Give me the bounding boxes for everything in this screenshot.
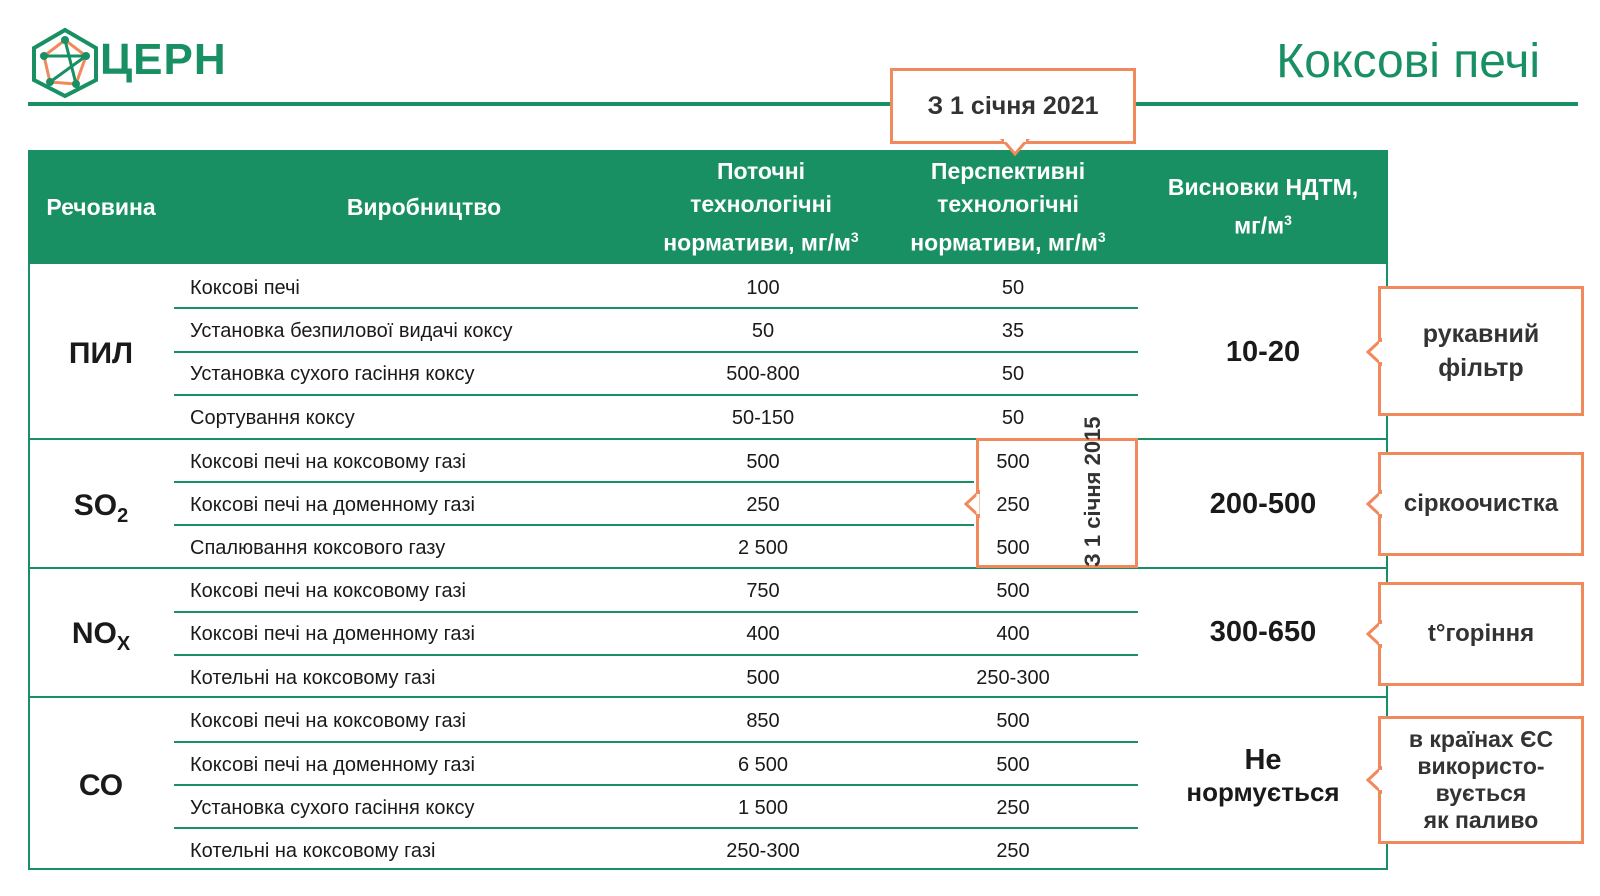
substance-nox: $NO_X$ (71, 617, 131, 655)
logo-icon (28, 26, 102, 100)
perspective-value: 250 (996, 840, 1030, 862)
side-note-nox-pointer (1366, 620, 1382, 648)
substance-dust: ПИЛ (68, 337, 134, 370)
header-divider (28, 102, 1578, 106)
table-row: Котельні на коксовому газі (190, 840, 436, 862)
callout-2021: З 1 січня 2021 (890, 68, 1136, 144)
perspective-value: 250-300 (976, 667, 1050, 689)
table-row: Коксові печі на коксовому газі (190, 580, 466, 602)
current-value: 50 (751, 320, 775, 342)
perspective-value: 250 (996, 797, 1030, 819)
current-value: 250 (746, 494, 780, 516)
current-value: 500-800 (726, 363, 800, 385)
row-divider (174, 307, 1138, 309)
conclusion-dust: 10-20 (1225, 336, 1301, 368)
header-perspective: Перспективні технологічні нормативи, $мг/м^3$ (910, 157, 1106, 256)
table-row: Коксові печі на коксовому газі (190, 451, 466, 473)
perspective-value: 500 (996, 754, 1030, 776)
row-divider (174, 481, 974, 483)
current-value: 750 (746, 580, 780, 602)
brand-name: ЦЕРН (100, 35, 227, 84)
row-divider (174, 351, 1138, 353)
perspective-value: 500 (996, 710, 1030, 732)
row-divider (174, 741, 1138, 743)
table-row: Коксові печі на доменному газі (190, 494, 475, 516)
header-production: Виробництво (346, 193, 502, 220)
table-row: Сортування коксу (190, 407, 355, 429)
page-title: Коксові печі (1276, 35, 1540, 88)
current-value: 250-300 (726, 840, 800, 862)
perspective-value: 35 (1001, 320, 1025, 342)
side-note-co-pointer (1366, 766, 1382, 794)
side-note-nox: t°горіння (1378, 582, 1584, 686)
side-note-co: в країнах ЄС використо- вується як паливо (1378, 716, 1584, 844)
perspective-value: 50 (1001, 277, 1025, 299)
callout-2015-text: З 1 січня 2015 (1080, 416, 1105, 567)
current-value: 1 500 (737, 797, 789, 819)
table-bottom-border (28, 868, 1388, 870)
perspective-value: 250 (996, 494, 1030, 516)
conclusion-nox: 300-650 (1209, 616, 1317, 648)
current-value: 50-150 (731, 407, 795, 429)
substance-so2: $SO_2$ (73, 489, 129, 527)
side-note-so2: сіркоочистка (1378, 452, 1584, 556)
group-divider-1 (28, 438, 1388, 440)
table-header (28, 150, 1388, 264)
header-substance: Речовина (46, 193, 156, 220)
perspective-value: 50 (1001, 363, 1025, 385)
table-row: Котельні на коксовому газі (190, 667, 436, 689)
row-divider (174, 784, 1138, 786)
perspective-value: 50 (1001, 407, 1025, 429)
perspective-value: 500 (996, 537, 1030, 559)
group-divider-3 (28, 696, 1388, 698)
side-note-dust-pointer (1366, 338, 1382, 366)
table-row: Установка безпилової видачі коксу (190, 320, 513, 342)
table-row: Коксові печі на доменному газі (190, 754, 475, 776)
callout-2015-pointer (964, 490, 980, 518)
callout-2021-pointer (1000, 139, 1030, 157)
row-divider (174, 654, 1138, 656)
row-divider (174, 611, 1138, 613)
current-value: 2 500 (737, 537, 789, 559)
row-divider (174, 827, 1138, 829)
table-row: Коксові печі (190, 277, 300, 299)
table-row: Установка сухого гасіння коксу (190, 363, 475, 385)
substance-co: СО (78, 769, 124, 802)
header-conclusions: Висновки НДТМ, $мг/м^3$ (1167, 174, 1359, 239)
current-value: 500 (746, 667, 780, 689)
row-divider (174, 394, 1138, 396)
current-value: 100 (746, 277, 780, 299)
perspective-value: 500 (996, 580, 1030, 602)
perspective-value: 400 (996, 623, 1030, 645)
table-row: Коксові печі на коксовому газі (190, 710, 466, 732)
conclusion-co: Не нормується (1186, 744, 1340, 807)
group-divider-2 (28, 567, 1388, 569)
current-value: 400 (746, 623, 780, 645)
current-value: 500 (746, 451, 780, 473)
table-row: Коксові печі на доменному газі (190, 623, 475, 645)
header-current: Поточні технологічні нормативи, $мг/м^3$ (663, 157, 859, 256)
row-divider (174, 524, 974, 526)
current-value: 6 500 (737, 754, 789, 776)
conclusion-so2: 200-500 (1209, 488, 1317, 520)
table-row: Спалювання коксового газу (190, 537, 446, 559)
side-note-dust: рукавний фільтр (1378, 286, 1584, 416)
perspective-value: 500 (996, 451, 1030, 473)
table-row: Установка сухого гасіння коксу (190, 797, 475, 819)
current-value: 850 (746, 710, 780, 732)
side-note-so2-pointer (1366, 490, 1382, 518)
